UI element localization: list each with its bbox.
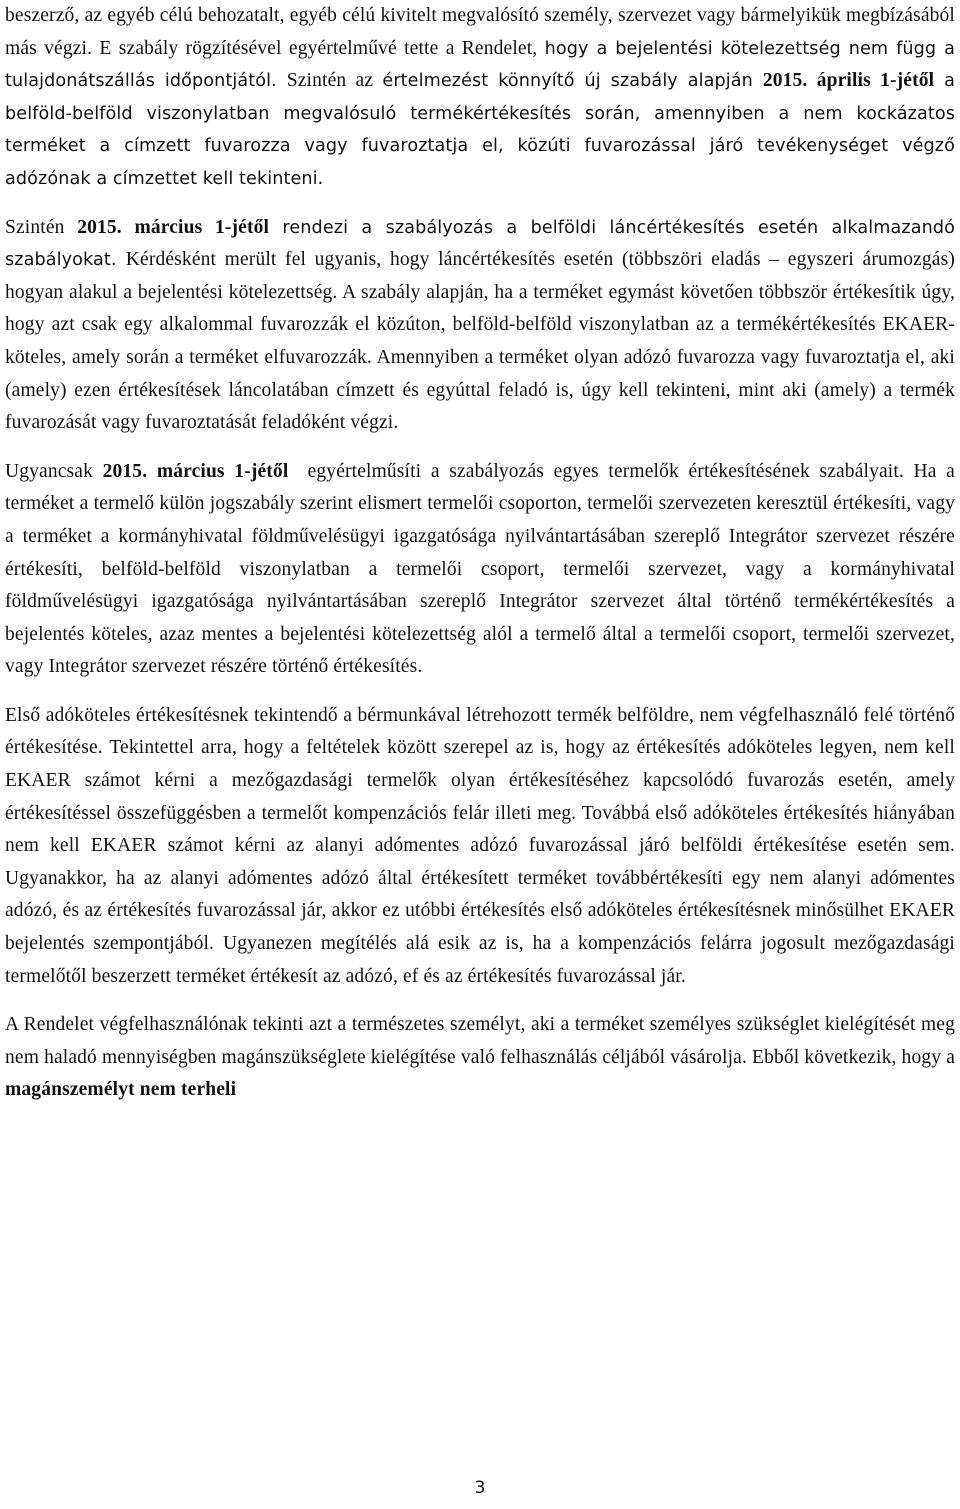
text-run: Kérdésként merült fel ugyanis, hogy láncértékesítés esetén (többszöri eladás – egyszeri árumozgás) hogyan alakul a bejelentési kötelezettség. A szabály alapján, ha a terméket egymást követően többször értékesítik úgy, hogy azt csak egy alkalommal fuvarozzák el közúton, belföld-belföld viszonylatban az a termékértékesítés EKAER-köteles, amely során a terméket elfuvarozzák. Amennyiben a terméket olyan adózó fuvarozza vagy fuvaroztatja el, aki (amely) ezen értékesítések láncolatában címzett és egyúttal feladó is, úgy kell tekinteni, mint aki (amely) a termék fuvarozását vagy fuvaroztatását feladóként végzi. — [5, 249, 955, 434]
paragraph-3 — [5, 456, 960, 684]
paragraph-4 — [5, 700, 955, 993]
document-page — [5, 0, 960, 1107]
text-run: a belföld-belföld viszonylatban megvalósuló termékértékesítés során, amennyiben a nem kockázatos terméket a címzett fuvarozza vagy fuvaroztatja el, közúti fuvarozással járó tevékenységet végző adózónak a címzettet kell tekinteni. — [5, 71, 956, 189]
paragraph-2 — [5, 212, 955, 440]
paragraph-5 — [5, 1009, 955, 1107]
bold-emphasis: magánszemélyt nem terheli — [5, 1079, 237, 1101]
text-run: értelmezést könnyítő új szabály alapján — [382, 71, 763, 92]
paragraph-1 — [5, 0, 955, 196]
text-run: Szintén — [5, 216, 78, 238]
text-run: A Rendelet végfelhasználónak tekinti azt a természetes személyt, aki a terméket személyes szükséglet kielégítését meg nem haladó mennyiségben magánszükséglete kielégítése való felhasználás céljából vásárolja. Ebből következik, hogy a — [5, 1014, 955, 1068]
text-run: Első adóköteles értékesítésnek tekintendő a bérmunkával létrehozott termék belföldre, nem végfelhasználó felé történő értékesítése. Tekintettel arra, hogy a feltételek között szerepel az is, hogy az értékesítés adóköteles legyen, nem kell EKAER számot kérni a mezőgazdasági termelők olyan értékesítéséhez kapcsolódó fuvarozás esetén, amely értékesítéssel összefüggésben a termelőt kompenzációs felár illeti meg. Továbbá első adóköteles értékesítés hiányában nem kell EKAER számot kérni az alanyi adómentes adózó fuvarozással járó belföldi értékesítése esetén sem. Ugyanakkor, ha az alanyi adómentes adózó által értékesített terméket továbbértékesíti egy nem alanyi adómentes adózó, és az értékesítés fuvarozással jár, akkor ez utóbbi értékesítés első adóköteles értékesítésnek minősülhet EKAER bejelentés szempontjából. Ugyanezen megítélés alá esik az is, ha a kompenzációs felárra jogosult mezőgazdasági termelőtől beszerzett terméket értékesít az adózó, ef és az értékesítés fuvarozással jár. — [5, 704, 955, 987]
date-emphasis: 2015. április 1-jétől — [762, 70, 935, 92]
text-run: Ugyancsak — [5, 460, 103, 482]
text-run: egyértelműsíti a szabályozás egyes termelők értékesítésének szabályait. Ha a terméket a termelő külön jogszabály szerint elismert termelői csoporton, termelői szervezeten keresztül értékesíti, vagy a terméket a kormányhivatal földművelésügyi igazgatósága nyilvántartásában szereplő Integrátor szervezet részére értékesíti, belföld-belföld viszonylatban a termelői csoport, termelői szervezet, vagy a kormányhivatal földművelésügyi igazgatósága nyilvántartásában szereplő Integrátor szervezet által történő termékértékesítés a bejelentés köteles, azaz mentes a bejelentési kötelezettség alól a termelő által a termelői csoport, termelői szervezet, vagy Integrátor szervezet részére történő értékesítés. — [5, 460, 960, 678]
text-run: rendezi a szabályozás a belföldi láncértékesítés esetén alkalmazandó szabályokat. — [5, 217, 955, 271]
text-run: beszerző, az egyéb célú behozatalt, egyéb célú kivitelt megvalósító személy, szervezet vagy bármelyikük megbízásából más végzi. E szabály rögzítésével egyértelművé tette a Rendelet, — [5, 5, 955, 59]
text-run: hogy a bejelentési kötelezettség nem függ a tulajdonátszállás időpontjától. — [5, 38, 956, 92]
page-number: 3 — [474, 1478, 486, 1498]
date-emphasis: 2015. március 1-jétől — [102, 460, 289, 482]
text-run: Szintén az — [286, 70, 383, 92]
date-emphasis: 2015. március 1-jétől — [77, 216, 270, 238]
